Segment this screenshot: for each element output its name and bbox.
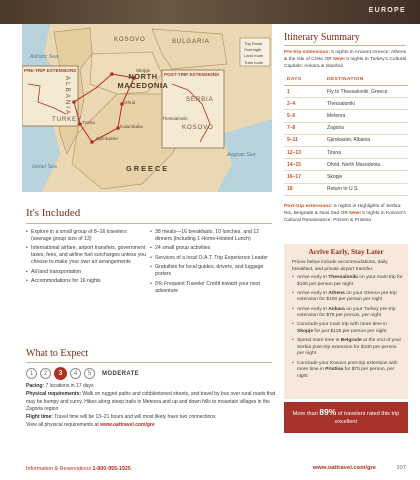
table-row xyxy=(284,146,408,158)
map-legend xyxy=(244,41,263,66)
post-trip-extensions xyxy=(284,203,408,224)
expect-title: What to Expect xyxy=(26,348,89,359)
flight-line xyxy=(26,414,278,421)
map-label-bulgaria: BULGARIA xyxy=(172,38,210,45)
included-list-right xyxy=(150,229,272,297)
pre-trip-extensions xyxy=(284,49,408,70)
item-city: Thessaloniki xyxy=(328,275,358,280)
legend-trip-route: Trip Route xyxy=(244,41,263,46)
pre-trip-label: Pre-trip extensions: xyxy=(284,50,330,55)
included-divider xyxy=(26,223,272,224)
legend-overnight: Overnight xyxy=(244,47,262,53)
destination-cell: Fly to Thessaloniki, Greece xyxy=(324,86,408,98)
destination-cell: Thessaloniki xyxy=(324,98,408,110)
item-city: Athens xyxy=(328,290,345,296)
map-city-tirana: Tirana xyxy=(82,120,95,125)
destination-cell: Zagoria xyxy=(324,122,408,134)
map-inset-pre: PRE-TRIP EXTENSIONS xyxy=(24,68,77,73)
item-text: Arrive early in xyxy=(297,275,329,280)
days-column-header: DAYS xyxy=(284,75,324,86)
item-text: Conclude your Kosovo post-trip extension with more time in xyxy=(297,360,398,373)
item-text: on your Greece pre-trip extension for $100 per person per night xyxy=(297,290,397,303)
post-trip-text: 5 nights in Highlights of Serbia: Nis, Belgrade & Novi Sad OR xyxy=(284,204,402,216)
level-name: MODERATE xyxy=(102,370,140,377)
itinerary-header-row xyxy=(284,75,408,86)
footer-phone[interactable]: 1-800-955-1925 xyxy=(92,466,131,472)
map-city-skopje: Skopje xyxy=(136,68,151,73)
itinerary-divider xyxy=(284,45,406,46)
item-text: on your Turkey pre-trip extension for $75 per person, per night xyxy=(297,306,396,319)
pre-trip-text: 5 nights in Ancient Greece: Athens & the Isle of Crete OR xyxy=(284,50,407,62)
level-2-badge: 2 xyxy=(40,368,51,379)
table-row xyxy=(284,122,408,134)
rating-stat-box xyxy=(284,402,408,433)
item-text: Arrive early in xyxy=(297,306,329,312)
table-row xyxy=(284,171,408,183)
physical-text: Walk on rugged paths and cobblestoned streets, and travel by bus over rural roads that may be bumpy and curvy. Hikes along steep trails in Meteora and up and down hills to mountain villages in the Zagoria region xyxy=(26,391,276,412)
item-city: Skopje xyxy=(297,328,314,334)
table-row xyxy=(284,134,408,146)
expect-divider xyxy=(26,362,272,363)
map-label-serbia: SERBIA xyxy=(186,96,214,103)
item-text: Conclude your main trip with more time in xyxy=(297,322,387,328)
table-row xyxy=(284,159,408,171)
table-row xyxy=(284,98,408,110)
included-list-left xyxy=(26,229,148,288)
physical-requirements-link[interactable]: www.oattravel.com/gre xyxy=(100,422,155,429)
arrive-early-box xyxy=(284,244,408,399)
item-city: Belgrade xyxy=(340,338,362,344)
route-map xyxy=(22,24,272,192)
item-text: for just $125 per person per night xyxy=(313,328,387,334)
pacing-line xyxy=(26,383,278,390)
itinerary-title: Itinerary Summary xyxy=(284,32,360,43)
activity-level-scale xyxy=(26,368,139,379)
days-cell: 16–17 xyxy=(284,171,324,183)
list-item xyxy=(292,275,404,288)
map-label-aegean: Aegean Sea xyxy=(227,152,256,158)
map-label-north-macedonia: NORTH MACEDONIA xyxy=(117,72,169,90)
destination-cell: Return to U.S. xyxy=(324,183,408,195)
arrive-early-intro: Prices below include accommodations, daily breakfast, and private airport transfer. xyxy=(292,260,388,272)
itinerary-table xyxy=(284,75,408,196)
legend-land-route: Land route xyxy=(244,53,264,59)
item-city: Ankara xyxy=(328,306,345,312)
map-city-ohrid: Ohrid xyxy=(124,100,136,105)
arrive-early-list xyxy=(292,275,404,383)
included-item: • Services of a local O.A.T. Trip Experience Leader xyxy=(150,255,272,262)
level-1-badge: 1 xyxy=(26,368,37,379)
flight-label: Flight time: xyxy=(26,414,53,421)
legend-train-route: Train route xyxy=(244,59,264,65)
expect-body xyxy=(26,383,278,431)
flight-text: Travel time will be 13–21 hours and will most likely have two connections xyxy=(52,414,216,421)
region-label: EUROPE xyxy=(368,7,406,14)
arrive-early-title: Arrive Early, Stay Later xyxy=(308,248,384,256)
table-row xyxy=(284,86,408,98)
destination-cell: Ohrid, North Macedonia xyxy=(324,159,408,171)
view-line xyxy=(26,422,278,429)
item-text: for $75 per person, per night xyxy=(297,367,395,379)
footer-label: Information & Reservations xyxy=(26,466,93,472)
stat-post: of travelers rated this trip excellent xyxy=(334,411,400,425)
map-label-ionian: Ionian Sea xyxy=(32,164,57,170)
stat-pre: More than xyxy=(292,411,320,417)
view-text: View all physical requirements at xyxy=(26,422,101,429)
item-city: Pristina xyxy=(325,367,344,373)
map-label-albania: ALBANIA xyxy=(64,76,71,117)
level-3-badge-active: 3 xyxy=(54,367,67,380)
new-badge: New! xyxy=(349,211,361,216)
item-text: on your main trip for $100 per person per night xyxy=(297,275,403,287)
pre-trip-text-2: 5 nights in Turkey's Cultural Capitals: Ankara & Istanbul xyxy=(284,57,407,69)
list-item xyxy=(292,291,404,304)
included-title: It's Included xyxy=(26,207,81,219)
map-label-kosovo-inset: KOSOVO xyxy=(182,124,214,131)
item-text: at the end of your Serbia post-trip extension for $100 per person per night xyxy=(297,338,402,357)
days-cell: 7–8 xyxy=(284,122,324,134)
destination-cell: Tirana xyxy=(324,146,408,158)
table-row xyxy=(284,183,408,195)
days-cell: 2–4 xyxy=(284,98,324,110)
included-item: • Explore in a small group of 8–16 travelers (average group size of 13) xyxy=(26,229,148,243)
map-label-turkey: TURKEY xyxy=(52,116,82,123)
map-city-gjirokaster: Gjirokaster xyxy=(96,136,119,141)
stat-percent: 89% xyxy=(319,407,337,417)
days-cell: 9–11 xyxy=(284,134,324,146)
top-banner xyxy=(0,0,420,24)
level-5-badge: 5 xyxy=(84,368,95,379)
map-label-kosovo: KOSOVO xyxy=(114,36,146,43)
list-item xyxy=(292,361,404,381)
level-4-badge: 4 xyxy=(70,368,81,379)
physical-line xyxy=(26,391,278,413)
days-cell: 18 xyxy=(284,183,324,195)
map-city-thessaloniki: Thessaloniki xyxy=(162,116,188,121)
days-cell: 1 xyxy=(284,86,324,98)
included-item: • Accommodations for 16 nights xyxy=(26,278,148,285)
physical-label: Physical requirements: xyxy=(26,391,82,398)
included-item: • International airfare, airport transfers, government taxes, fees, and airline fuel surcharges unless you choose to make your own air arrangements xyxy=(26,245,148,266)
days-cell: 14–15 xyxy=(284,159,324,171)
list-item xyxy=(292,307,404,320)
post-trip-text-2: 5 nights in Kosovo's Cultural Renaissance: Prizren & Pristina xyxy=(284,211,406,223)
footer-url-link[interactable]: www.oattravel.com/gre xyxy=(312,465,376,471)
map-label-adriatic: Adriatic Sea xyxy=(30,54,58,60)
list-item xyxy=(292,338,404,358)
destination-cell: Gjirokaster, Albania xyxy=(324,134,408,146)
map-city-kalambaka: Kalambaka xyxy=(120,124,143,129)
days-cell: 5–6 xyxy=(284,110,324,122)
included-item: • Gratuities for local guides, drivers, and luggage porters xyxy=(150,264,272,278)
table-row xyxy=(284,110,408,122)
destination-cell: Meteora xyxy=(324,110,408,122)
item-text: Spend more time in xyxy=(297,338,341,344)
included-item: • 24 small group activities xyxy=(150,245,272,252)
included-item: • 5% Frequent Traveler Credit toward your next adventure xyxy=(150,281,272,295)
destination-cell: Skopje xyxy=(324,171,408,183)
list-item xyxy=(292,322,404,335)
map-inset-post: POST-TRIP EXTENSIONS xyxy=(164,72,220,77)
post-trip-label: Post-trip extensions: xyxy=(284,204,333,209)
pacing-text: 7 locations in 17 days xyxy=(44,383,94,389)
item-text: Arrive early in xyxy=(297,290,329,296)
destination-column-header: DESTINATION xyxy=(324,75,408,86)
page-number: 107 xyxy=(396,465,406,471)
pacing-label: Pacing: xyxy=(26,383,45,389)
included-item: • 38 meals—16 breakfasts, 10 lunches, and 12 dinners (including 1 Home-Hosted Lunch) xyxy=(150,229,272,243)
days-cell: 12–13 xyxy=(284,146,324,158)
footer-reservations xyxy=(26,466,131,472)
map-label-greece: GREECE xyxy=(126,164,170,173)
included-item: • All land transportation xyxy=(26,269,148,276)
new-badge: New! xyxy=(333,57,345,62)
